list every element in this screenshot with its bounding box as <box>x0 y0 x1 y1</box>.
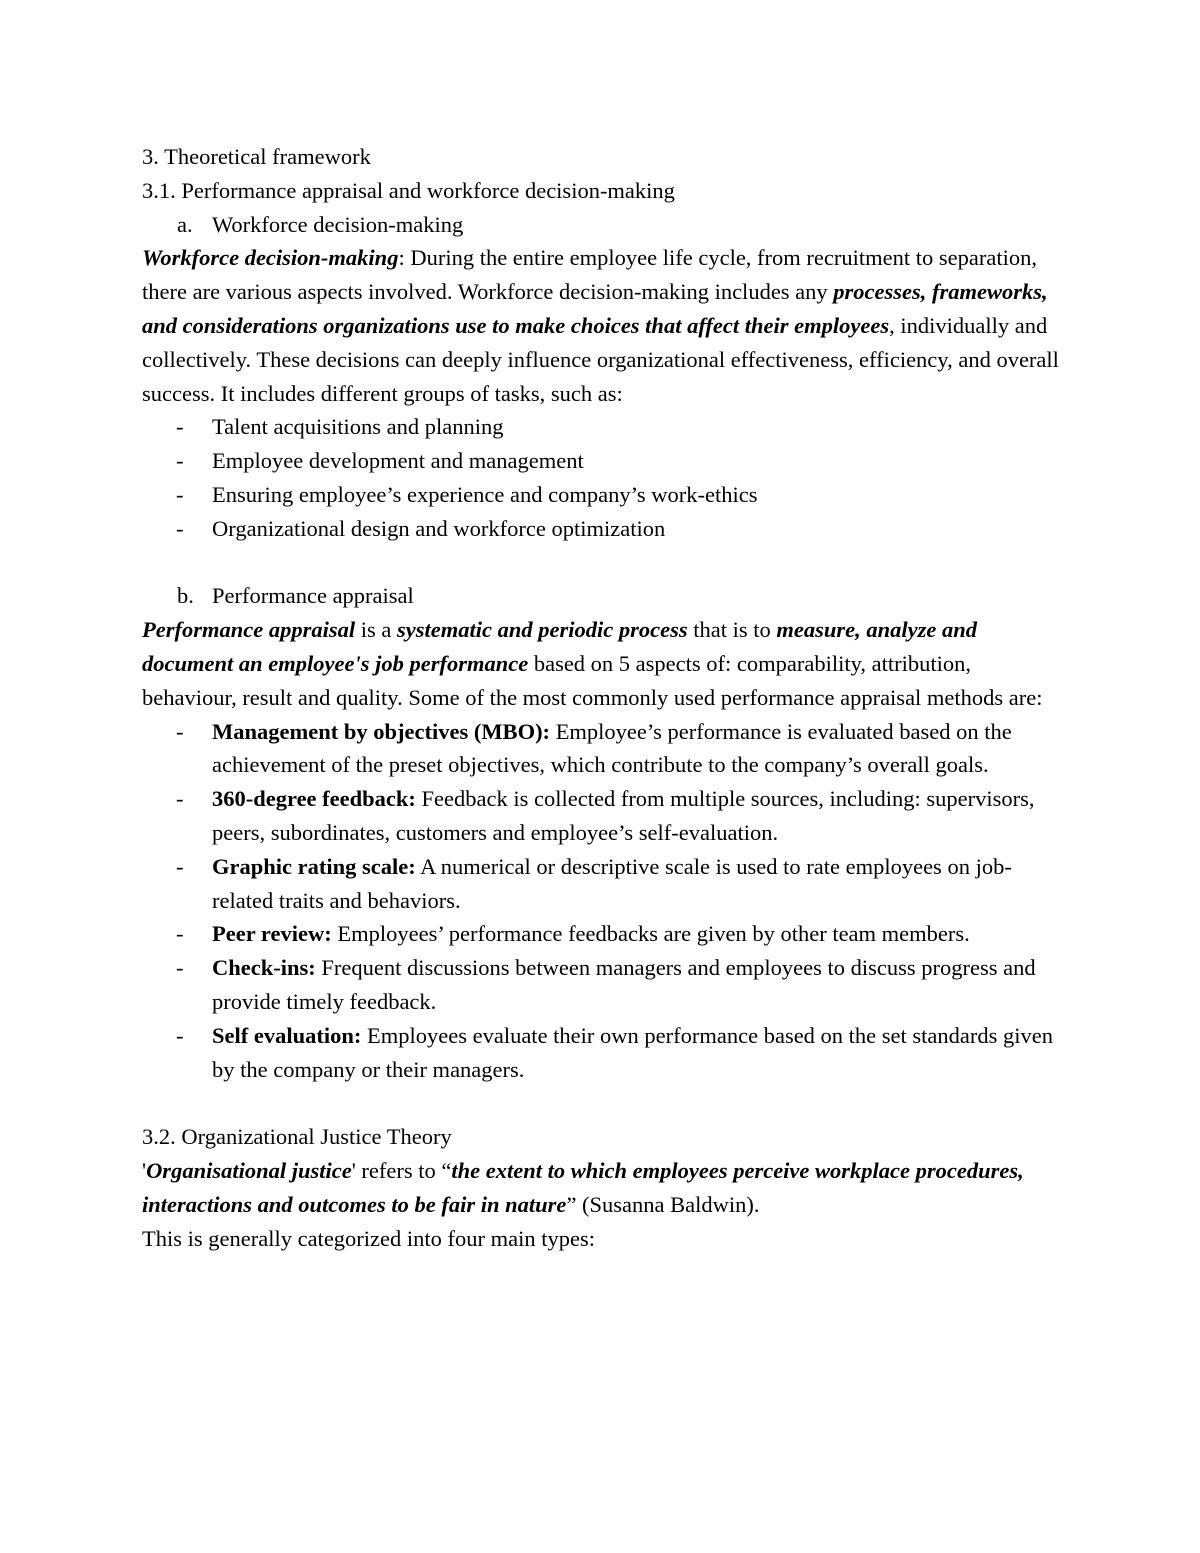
performance-appraisal-emphasis-2: measure, analyze and document an employee's job performance <box>142 617 977 676</box>
list-item <box>142 478 1062 512</box>
method-list <box>142 715 1062 1087</box>
section-heading-3: 3. Theoretical framework <box>142 144 371 169</box>
dash-bullet-icon: - <box>176 481 184 507</box>
dash-bullet-icon: - <box>176 718 184 744</box>
subsection-b-heading <box>142 579 1062 613</box>
dash-bullet-icon: - <box>176 955 184 981</box>
task-text: Organizational design and workforce optimization <box>212 515 666 541</box>
organizational-justice-text-1: refers to “ <box>355 1157 452 1183</box>
task-text: Talent acquisitions and planning <box>212 414 504 440</box>
organizational-justice-term: Organisational justice <box>146 1157 352 1183</box>
list-item <box>142 1019 1062 1087</box>
method-name: Check-ins: <box>212 955 316 981</box>
task-text: Employee development and management <box>212 448 584 474</box>
task-list <box>142 410 1062 545</box>
list-item <box>142 782 1062 850</box>
dash-bullet-icon: - <box>176 515 184 541</box>
method-name: Self evaluation: <box>212 1022 362 1048</box>
organizational-justice-quote: the extent to which employees perceive workplace procedures, interactions and outcomes to be fair in nature <box>142 1157 1024 1217</box>
workforce-decision-paragraph <box>142 241 1062 410</box>
list-item <box>142 410 1062 444</box>
subsection-a-heading <box>142 208 1062 242</box>
section-heading-3-2: 3.2. Organizational Justice Theory <box>142 1124 452 1150</box>
organizational-justice-citation: ” (Susanna Baldwin). <box>566 1191 760 1217</box>
dash-bullet-icon: - <box>176 853 184 879</box>
performance-appraisal-text-2: that is to <box>687 617 777 643</box>
performance-appraisal-term: Performance appraisal <box>142 617 356 643</box>
list-item <box>142 512 1062 546</box>
method-description: Employees evaluate their own performance based on the set standards given by the company or their managers. <box>212 1022 1054 1082</box>
document-page <box>142 140 1062 1255</box>
dash-bullet-icon: - <box>176 414 184 440</box>
workforce-decision-text-2: , individually and collectively. These decisions can deeply influence organizational effectiveness, efficiency, and overall success. It includes different groups of tasks, such as: <box>142 312 1059 406</box>
workforce-decision-emphasis: processes, frameworks, and considerations organizations use to make choices that affect their employees <box>142 279 1048 338</box>
subsection-b-marker: b. <box>177 583 194 609</box>
method-name: 360-degree feedback: <box>212 786 416 812</box>
list-item <box>142 850 1062 918</box>
task-text: Ensuring employee’s experience and company’s work-ethics <box>212 481 758 507</box>
method-description: Employee’s performance is evaluated based on the achievement of the preset objectives, which contribute to the company’s overall goals. <box>212 718 1012 778</box>
list-item <box>142 444 1062 478</box>
blank-line <box>142 1086 1062 1120</box>
dash-bullet-icon: - <box>176 448 184 474</box>
performance-appraisal-text-3: based on 5 aspects of: comparability, attribution, behaviour, result and quality. Some of the most commonly used performance appraisal methods are: <box>142 650 1043 710</box>
list-item <box>142 917 1062 951</box>
list-item <box>142 951 1062 1019</box>
performance-appraisal-paragraph <box>142 613 1062 714</box>
subsection-a-title: Workforce decision-making <box>212 211 464 237</box>
organizational-justice-types-intro: This is generally categorized into four main types: <box>142 1225 595 1251</box>
performance-appraisal-emphasis-1: systematic and periodic process <box>397 617 688 643</box>
open-quote-mark: ' <box>142 1157 147 1183</box>
section-heading-3-1: 3.1. Performance appraisal and workforce decision-making <box>142 177 675 203</box>
blank-line <box>142 546 1062 580</box>
list-item <box>142 715 1062 783</box>
method-name: Management by objectives (MBO): <box>212 718 551 744</box>
method-description: Employees’ performance feedbacks are given by other team members. <box>331 921 970 947</box>
performance-appraisal-text-1: is a <box>355 617 397 643</box>
close-quote-mark: ' <box>351 1157 356 1183</box>
method-description: A numerical or descriptive scale is used to rate employees on job-related traits and behaviors. <box>212 853 1012 913</box>
subsection-a-marker: a. <box>177 211 193 237</box>
method-description: Frequent discussions between managers and employees to discuss progress and provide timely feedback. <box>212 955 1036 1014</box>
method-description: Feedback is collected from multiple sources, including: supervisors, peers, subordinates, customers and employee’s self-evaluation. <box>212 786 1035 845</box>
dash-bullet-icon: - <box>176 1022 184 1048</box>
workforce-decision-text-1: : During the entire employee life cycle, from recruitment to separation, there are various aspects involved. Workforce decision-making includes any <box>142 245 1037 305</box>
dash-bullet-icon: - <box>176 921 184 947</box>
subsection-b-title: Performance appraisal <box>212 583 414 609</box>
method-name: Peer review: <box>212 921 332 947</box>
method-name: Graphic rating scale: <box>212 853 416 879</box>
dash-bullet-icon: - <box>176 786 184 812</box>
workforce-decision-term: Workforce decision-making <box>142 245 399 271</box>
organizational-justice-paragraph <box>142 1154 1062 1222</box>
